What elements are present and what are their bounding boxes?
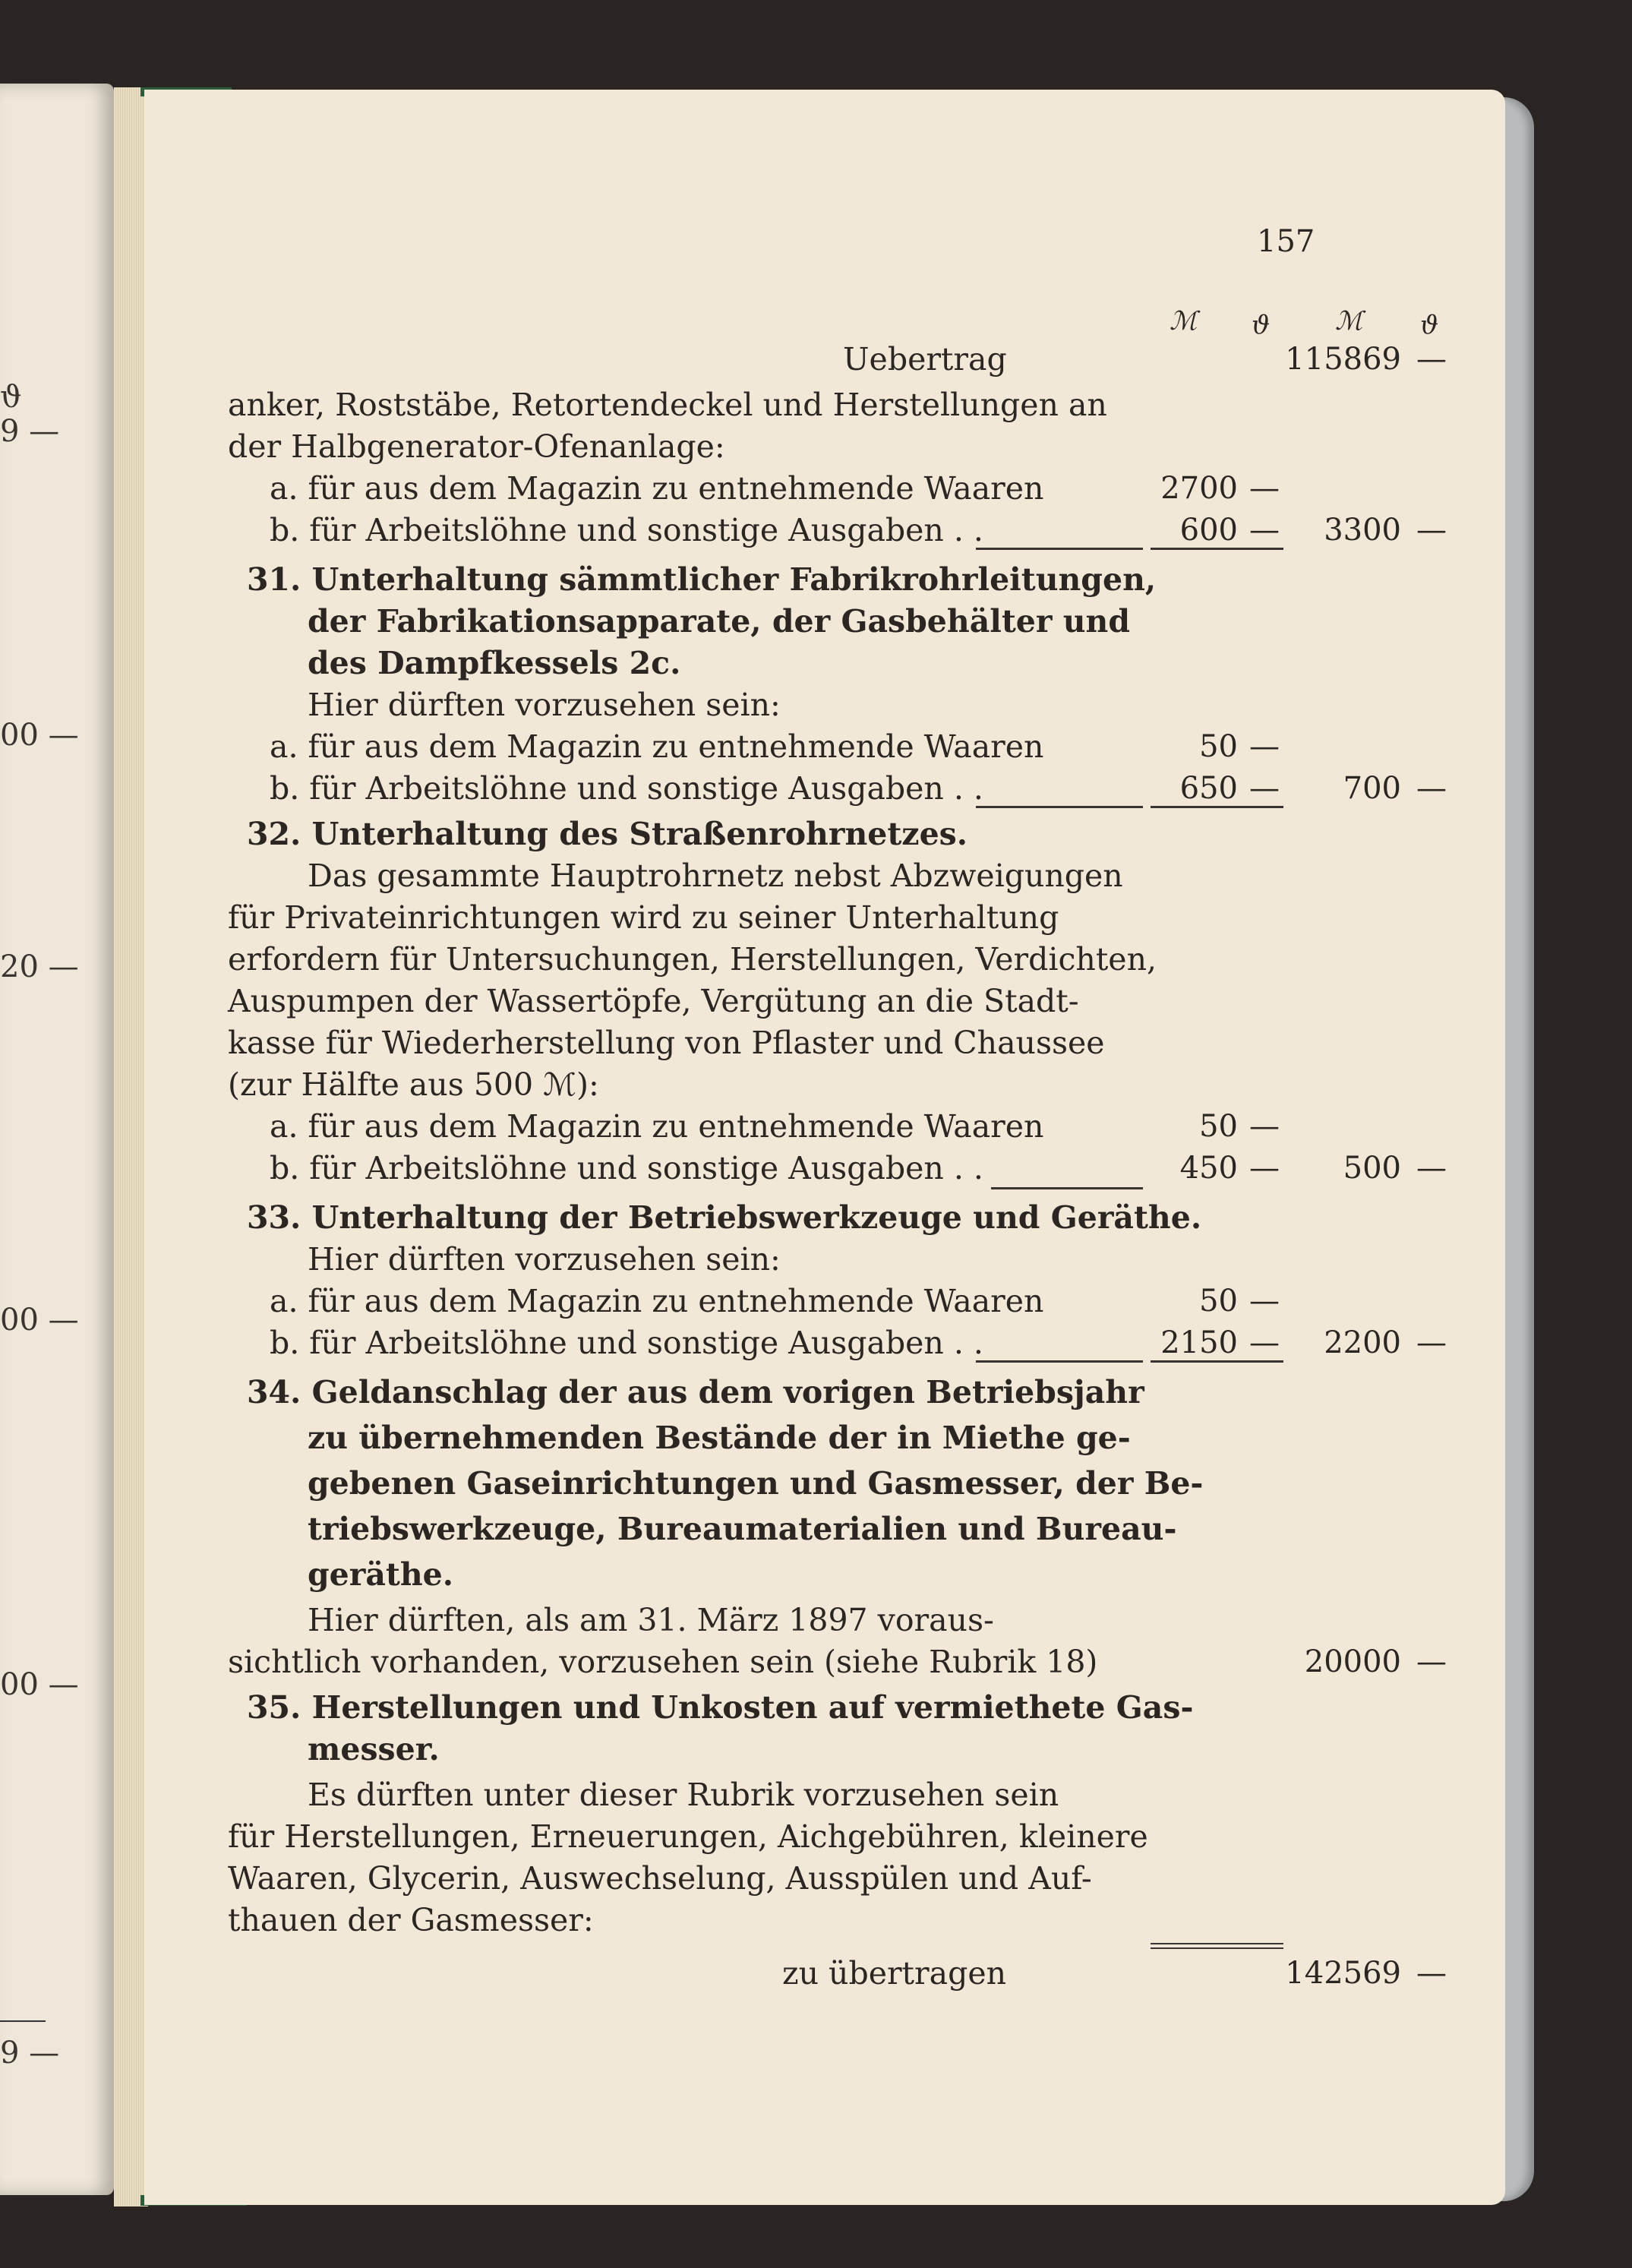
item-line: a. für aus dem Magazin zu entnehmende Waaren xyxy=(270,470,1044,507)
amount-dash: — xyxy=(1249,1151,1280,1186)
left-page-edge xyxy=(0,84,114,2195)
amount-dash: — xyxy=(1249,729,1280,764)
carried-over-label: Uebertrag xyxy=(843,341,1007,377)
item-line: b. für Arbeitslöhne und sonstige Ausgaben . . xyxy=(270,770,983,807)
page-number: 157 xyxy=(1257,224,1315,259)
amount-dash: — xyxy=(1249,1284,1280,1319)
carry-rule xyxy=(1151,1947,1283,1949)
section-heading-line: messer. xyxy=(308,1731,440,1767)
left-margin-mark: 00 — xyxy=(0,1667,79,1702)
left-margin-rule xyxy=(0,2020,46,2022)
text-line: sichtlich vorhanden, vorzusehen sein (siehe Rubrik 18) xyxy=(228,1644,1098,1680)
amount-dash: — xyxy=(1416,1325,1447,1360)
subtotal-amount: 2200 xyxy=(1324,1325,1401,1360)
subtotal-amount: 500 xyxy=(1343,1151,1401,1186)
amount: 2700 xyxy=(1160,471,1238,506)
amount: 50 xyxy=(1199,1109,1238,1144)
amount-dash: — xyxy=(1249,1109,1280,1144)
item-line: b. für Arbeitslöhne und sonstige Ausgaben . . xyxy=(270,1150,983,1186)
text-line: für Herstellungen, Erneuerungen, Aichgebühren, kleinere xyxy=(228,1818,1148,1855)
amount-dash: — xyxy=(1416,513,1447,548)
section-heading-32: 32. Unterhaltung des Straßenrohrnetzes. xyxy=(247,816,968,852)
amount-dash: — xyxy=(1416,1151,1447,1186)
document-page xyxy=(144,90,1505,2205)
amount-dash: — xyxy=(1416,1644,1447,1679)
item-line: b. für Arbeitslöhne und sonstige Ausgaben . . xyxy=(270,512,983,548)
amount-dash: — xyxy=(1416,342,1447,377)
left-margin-mark: ϑ xyxy=(0,380,22,415)
text-line: der Halbgenerator-Ofenanlage: xyxy=(228,428,725,465)
section-heading-33: 33. Unterhaltung der Betriebswerkzeuge und Geräthe. xyxy=(247,1199,1202,1236)
section-heading-line: triebswerkzeuge, Bureaumaterialien und Bureau- xyxy=(308,1511,1177,1547)
amount: 450 xyxy=(1179,1151,1238,1186)
column-header-mark-1: ℳ xyxy=(1170,306,1198,336)
left-margin-mark: 20 — xyxy=(0,949,79,984)
item-line: b. für Arbeitslöhne und sonstige Ausgaben . . xyxy=(270,1325,983,1361)
text-line: für Privateinrichtungen wird zu seiner Unterhaltung xyxy=(228,899,1059,936)
sum-rule xyxy=(1151,548,1283,550)
text-line: Auspumpen der Wassertöpfe, Vergütung an die Stadt- xyxy=(228,983,1079,1019)
column-header-pf-2: ϑ xyxy=(1420,310,1439,340)
section-heading-35: 35. Herstellungen und Unkosten auf vermiethete Gas- xyxy=(247,1689,1194,1726)
section-heading-line: des Dampfkessels 2c. xyxy=(308,645,681,681)
amount-dash: — xyxy=(1249,471,1280,506)
carry-forward-amount: 142569 xyxy=(1285,1956,1401,1991)
left-margin-mark: 9 — xyxy=(0,414,60,449)
section-heading-31: 31. Unterhaltung sämmtlicher Fabrikrohrleitungen, xyxy=(247,561,1157,598)
amount: 650 xyxy=(1179,771,1238,806)
book-spine-gutter xyxy=(114,87,148,2206)
amount: 50 xyxy=(1199,1284,1238,1319)
section-heading-line: der Fabrikationsapparate, der Gasbehälter und xyxy=(308,603,1131,640)
section-heading-34: 34. Geldanschlag der aus dem vorigen Betriebsjahr xyxy=(247,1374,1144,1410)
amount-dash: — xyxy=(1249,1325,1280,1360)
text-line: (zur Hälfte aus 500 ℳ): xyxy=(228,1066,599,1103)
amount-dash: — xyxy=(1416,771,1447,806)
item-line: a. für aus dem Magazin zu entnehmende Waaren xyxy=(270,1108,1044,1145)
sum-rule xyxy=(991,1187,1143,1189)
amount: 600 xyxy=(1179,513,1238,548)
column-header-mark-2: ℳ xyxy=(1335,306,1363,336)
text-line: Waaren, Glycerin, Auswechselung, Ausspülen und Auf- xyxy=(228,1860,1092,1897)
section-heading-line: gebenen Gaseinrichtungen und Gasmesser, der Be- xyxy=(308,1465,1204,1502)
subtotal-amount: 700 xyxy=(1343,771,1401,806)
subtotal-amount: 20000 xyxy=(1304,1644,1401,1679)
sum-rule xyxy=(1151,806,1283,808)
item-line: a. für aus dem Magazin zu entnehmende Waaren xyxy=(270,728,1044,765)
sum-rule xyxy=(976,548,1143,550)
left-margin-mark: 9 — xyxy=(0,2036,60,2071)
column-header-pf-1: ϑ xyxy=(1252,310,1271,340)
amount: 2150 xyxy=(1160,1325,1238,1360)
left-margin-mark: 00 — xyxy=(0,718,79,753)
text-line: erfordern für Untersuchungen, Herstellungen, Verdichten, xyxy=(228,941,1157,978)
sum-rule xyxy=(1151,1360,1283,1363)
text-line: Das gesammte Hauptrohrnetz nebst Abzweigungen xyxy=(308,858,1123,894)
carry-forward-label: zu übertragen xyxy=(782,1955,1006,1992)
carry-rule xyxy=(1151,1943,1283,1944)
amount: 50 xyxy=(1199,729,1238,764)
amount-dash: — xyxy=(1249,513,1280,548)
amount-dash: — xyxy=(1249,771,1280,806)
carried-over-amount: 115869 xyxy=(1285,342,1401,377)
text-line: thauen der Gasmesser: xyxy=(228,1902,594,1938)
subtotal-amount: 3300 xyxy=(1324,513,1401,548)
text-line: kasse für Wiederherstellung von Pflaster und Chaussee xyxy=(228,1025,1105,1061)
amount-dash: — xyxy=(1416,1956,1447,1991)
section-heading-line: zu übernehmenden Bestände der in Miethe ge- xyxy=(308,1420,1131,1456)
left-margin-mark: 00 — xyxy=(0,1303,79,1338)
section-heading-line: geräthe. xyxy=(308,1556,454,1593)
text-line: Hier dürften vorzusehen sein: xyxy=(308,1241,781,1278)
text-line: Hier dürften, als am 31. März 1897 voraus- xyxy=(308,1602,994,1638)
text-line: Es dürften unter dieser Rubrik vorzusehen sein xyxy=(308,1777,1059,1813)
text-line: Hier dürften vorzusehen sein: xyxy=(308,687,781,723)
sum-rule xyxy=(976,1360,1143,1363)
item-line: a. für aus dem Magazin zu entnehmende Waaren xyxy=(270,1283,1044,1319)
sum-rule xyxy=(976,806,1143,808)
text-line: anker, Roststäbe, Retortendeckel und Herstellungen an xyxy=(228,387,1107,423)
